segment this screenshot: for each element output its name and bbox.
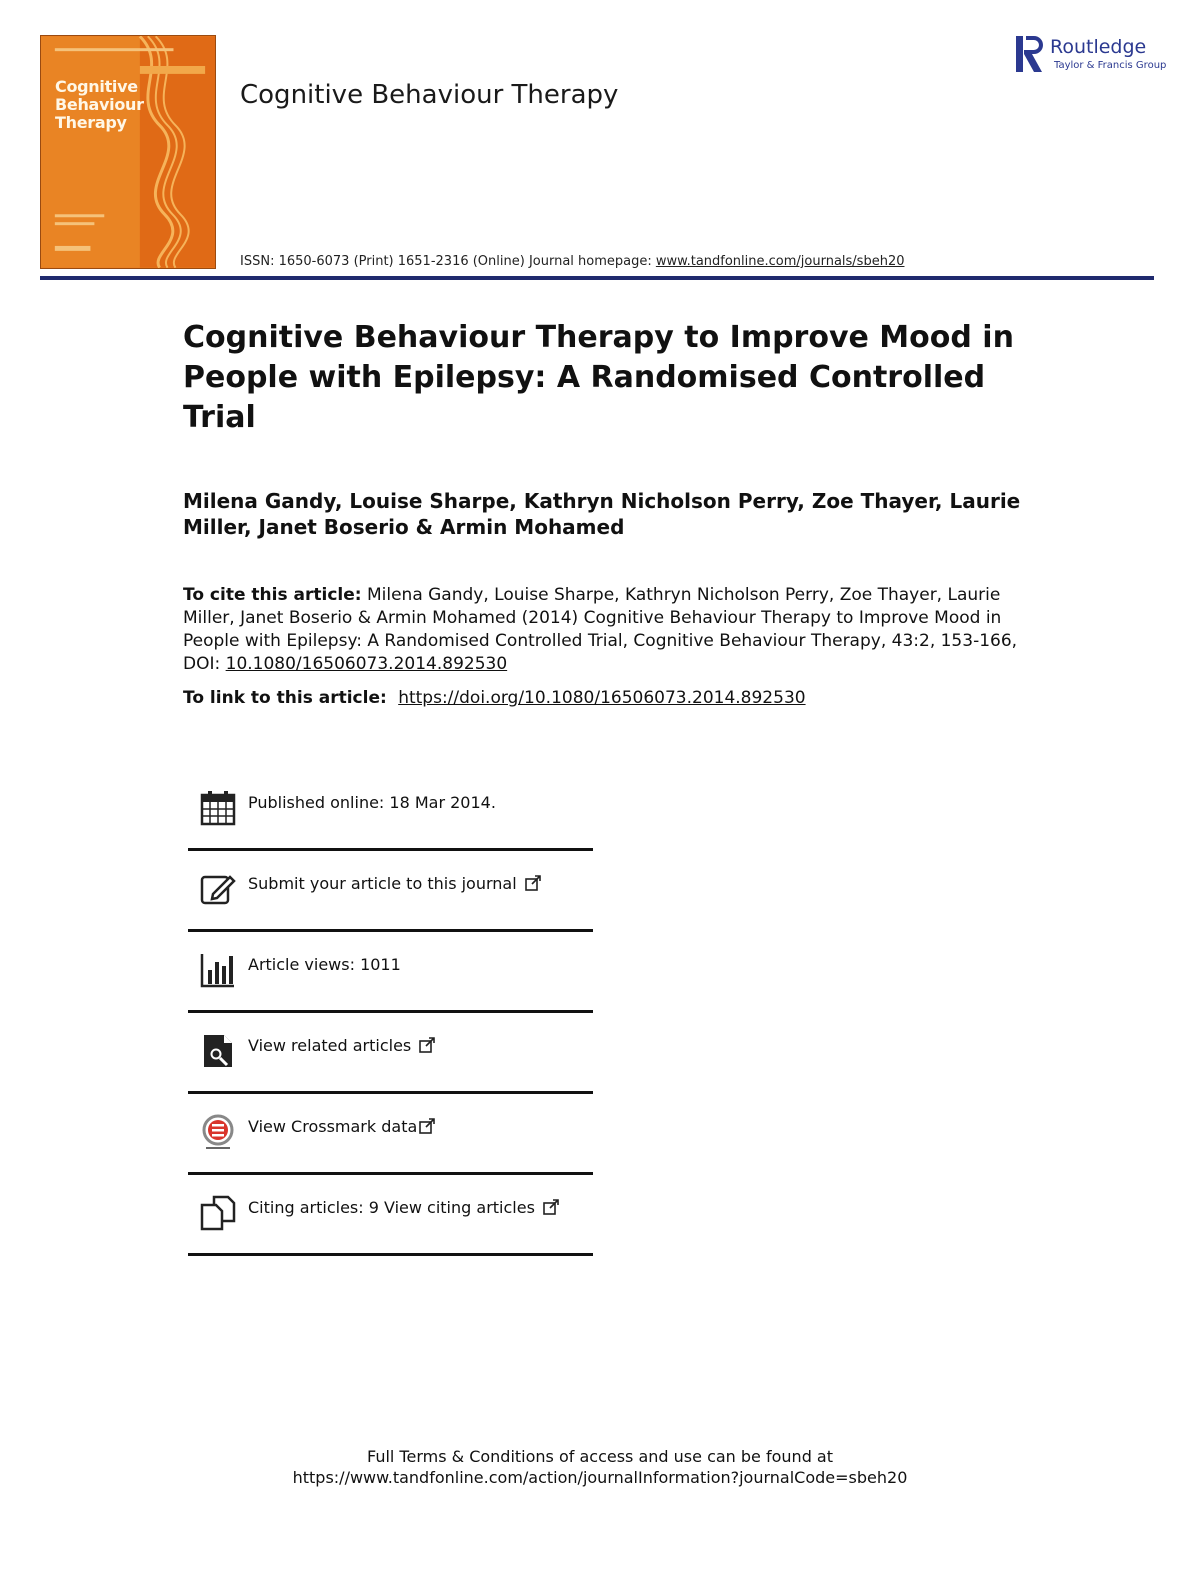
article-link-line [183,688,806,708]
header-divider [40,276,1154,280]
cite-text: Milena Gandy, Louise Sharpe, Kathryn Nicholson Perry, Zoe Thayer, Laurie Miller, Janet Boserio & Armin Mohamed (2014) Cognitive Behaviour Therapy to Improve Mood in People with Epilepsy: A Randomised Controlled Trial, Cognitive Behaviour Therapy, 43:2, 153-166, DOI: [183,585,1018,674]
article-doi-url[interactable]: https://doi.org/10.1080/16506073.2014.892530 [398,688,806,708]
article-title: Cognitive Behaviour Therapy to Improve Mood in People with Epilepsy: A Randomised Controlled Trial [183,320,1014,435]
terms-text: Full Terms & Conditions of access and use can be found at [366,1447,834,1466]
related-articles-link[interactable] [248,1036,435,1055]
submit-article-label: Submit your article to this journal [248,874,517,893]
terms-url[interactable]: https://www.tandfonline.com/action/journalInformation?journalCode=sbeh20 [292,1468,908,1487]
published-online-item [188,770,593,851]
external-link-icon [419,1037,435,1053]
published-date-text: Published online: 18 Mar 2014. [248,793,496,812]
citing-articles-label: Citing articles: 9 View citing articles [248,1198,535,1217]
routledge-r-icon [1014,34,1046,74]
journal-cover-image [40,35,216,269]
crossmark-item[interactable] [188,1094,593,1175]
document-search-icon [200,1033,236,1069]
cite-label: To cite this article: [183,585,362,605]
submit-article-item[interactable] [188,851,593,932]
citing-articles-link[interactable] [248,1198,559,1217]
journal-homepage-link[interactable]: www.tandfonline.com/journals/sbeh20 [655,254,905,269]
publisher-name: Routledge [1050,36,1147,58]
crossmark-label: View Crossmark data [248,1117,418,1136]
calendar-icon [200,790,236,826]
external-link-icon [543,1199,559,1215]
citing-documents-icon [200,1195,236,1231]
edit-pencil-icon [200,871,236,907]
article-views-text: Article views: 1011 [248,955,401,974]
citing-articles-item[interactable] [188,1175,593,1256]
cover-art [41,36,215,268]
bar-chart-icon [200,952,236,988]
article-info-list [188,770,593,1256]
crossmark-icon [200,1114,236,1150]
crossmark-link[interactable] [248,1117,435,1136]
submit-article-link[interactable] [248,874,541,893]
related-articles-label: View related articles [248,1036,412,1055]
issn-text: ISSN: 1650-6073 (Print) 1651-2316 (Online) Journal homepage: [240,254,652,269]
publisher-subtitle: Taylor & Francis Group [1054,60,1167,71]
link-label: To link to this article: [183,688,387,708]
article-views-item [188,932,593,1013]
publisher-logo [1014,34,1167,76]
external-link-icon [525,875,541,891]
doi-link[interactable]: 10.1080/16506073.2014.892530 [225,654,508,674]
related-articles-item[interactable] [188,1013,593,1094]
issn-line [240,254,904,269]
article-authors: Milena Gandy, Louise Sharpe, Kathryn Nicholson Perry, Zoe Thayer, Laurie Miller, Janet Boserio & Armin Mohamed [183,489,1021,539]
journal-name: Cognitive Behaviour Therapy [240,80,619,110]
terms-footer [0,1446,1200,1488]
citation-block [183,584,1023,676]
external-link-icon [419,1118,435,1134]
cover-title: Cognitive Behaviour Therapy [55,77,144,132]
